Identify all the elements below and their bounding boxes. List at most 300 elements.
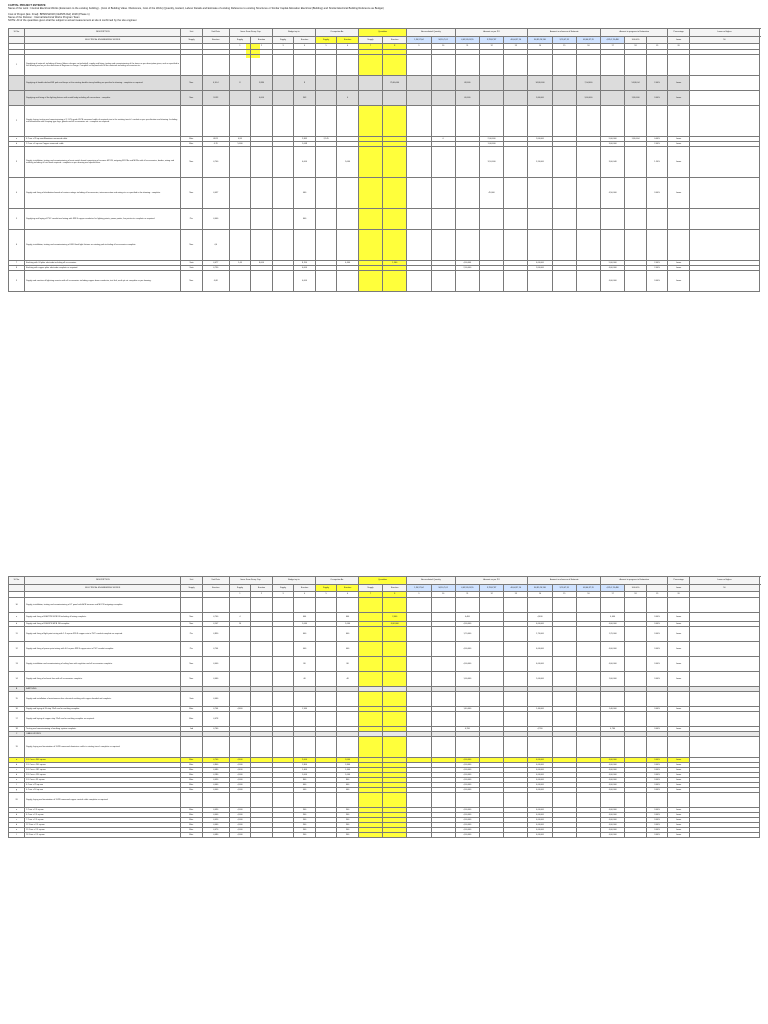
row-value: 3,00,000 [601, 141, 625, 146]
header-amount-progress: Amount in progress to Estimation [601, 29, 668, 37]
row-value [272, 146, 294, 177]
row-unit: Nos. [181, 90, 203, 105]
row-value: 1,80,000 [625, 90, 647, 105]
row-unit: Nos. [181, 75, 203, 90]
header-quantities: Quantities [358, 29, 406, 37]
total-cell: Lower [668, 584, 690, 591]
row-value [407, 691, 431, 706]
row-value: Lower [668, 136, 690, 141]
row-value: 300 [337, 807, 359, 812]
row-value: 3.00% [646, 782, 668, 787]
table-row [9, 736, 760, 757]
row-value [455, 208, 479, 229]
row-value: 4,400 [528, 612, 552, 621]
row-value [383, 736, 407, 757]
row-unit [181, 736, 203, 757]
row-value [504, 832, 528, 837]
row-value [407, 146, 431, 177]
row-value [431, 691, 455, 706]
row-value: 4,00,000 [601, 762, 625, 767]
row-value [528, 105, 552, 136]
doc-division-line: Name of the Division : Internal Electrical Works Program Team [8, 16, 80, 19]
index-cell: 19 [646, 591, 668, 597]
total-cell: 3,76,07,31 [552, 36, 576, 43]
row-value [315, 626, 337, 641]
row-value [431, 90, 455, 105]
index-cell: 19 [646, 43, 668, 49]
row-value [431, 177, 455, 208]
row-value [552, 736, 576, 757]
row-description: Supply, installation, testing and commissioning of LED flood light fixtures on existing pole including all accessories complete. [25, 229, 181, 260]
row-value: 54,80,04 [625, 75, 647, 90]
row-value [337, 54, 359, 75]
index-cell: 15 [552, 43, 576, 49]
row-description: Earthing with GI plate electrode including all accessories. [25, 260, 181, 265]
row-rate: 4,704 [202, 641, 229, 656]
row-value: 4,00,000 [528, 807, 552, 812]
index-cell: 7 [358, 43, 382, 49]
row-value [504, 177, 528, 208]
row-value [383, 792, 407, 807]
row-value [358, 177, 382, 208]
row-value: 4,600 [229, 757, 251, 762]
row-value: 4,000 [229, 827, 251, 832]
index-cell: 13 [504, 43, 528, 49]
row-value: 3.00% [646, 822, 668, 827]
row-value: 300 [294, 832, 316, 837]
row-value [407, 641, 431, 656]
row-value [504, 792, 528, 807]
row-value: 300 [294, 807, 316, 812]
row-value: 3,60,000 [576, 90, 600, 105]
row-value: 300 [337, 832, 359, 837]
row-value: 3.00% [646, 621, 668, 626]
index-cell: 12 [479, 591, 503, 597]
row-value [479, 656, 503, 671]
row-value: 4,00,000 [601, 641, 625, 656]
table-row [9, 229, 760, 260]
header-accumulated: Accumulated Quantity [407, 577, 455, 585]
row-value [576, 736, 600, 757]
total-cell: 3,78,67,87 [479, 584, 503, 591]
row-value [455, 105, 479, 136]
row-sl: d [9, 772, 25, 777]
sub-cell: Supply [181, 36, 203, 43]
row-value: 1,040 [294, 621, 316, 626]
sub-cell: Supply [272, 36, 294, 43]
index-cell: 1 [229, 591, 251, 597]
row-description: Supplying of material, including all taxes (labour charges not included), supply and fixing, testing and commissioning of the items as per description given, and as specified in the drawing and as per the directions of Engineer in charge. Complete as required with all the materials including accessories etc. [25, 54, 181, 75]
row-description: Supply, laying, testing and commissioning of 1.1 KV grade XLPE armoured cable of required size in the existing trench / conduit as per specification and drawing. Including end termination with crimping type lugs, glands and all accessories etc - complete as required. [25, 105, 181, 136]
row-value: 460 [294, 177, 316, 208]
row-rate: 4,800 [202, 762, 229, 767]
row-value [272, 671, 294, 686]
row-value: 40,000 [455, 90, 479, 105]
row-value: 4,760 [528, 726, 552, 731]
row-value [601, 75, 625, 90]
row-remarks [689, 671, 759, 686]
header-rate: Unit Rate [202, 577, 229, 585]
row-value: 1,44 [229, 260, 251, 265]
index-cell: 5 [315, 43, 337, 49]
row-value [337, 208, 359, 229]
row-value: Lower [668, 270, 690, 291]
row-value: 4,000 [229, 812, 251, 817]
row-remarks [689, 612, 759, 621]
row-unit: Mtrs. [181, 767, 203, 772]
row-rate: 4,704 [202, 706, 229, 711]
row-remarks [689, 229, 759, 260]
row-value: Lower [668, 807, 690, 812]
row-value [646, 711, 668, 726]
row-sl: 4 [9, 177, 25, 208]
row-value: Lower [668, 782, 690, 787]
row-value [552, 146, 576, 177]
row-value: Lower [668, 777, 690, 782]
row-value [315, 671, 337, 686]
row-value [552, 626, 576, 641]
row-value [358, 792, 382, 807]
row-sl: 12 [9, 641, 25, 656]
row-value [358, 229, 382, 260]
row-value: 0.00% [646, 136, 668, 141]
row-sl: 19 [9, 736, 25, 757]
row-value: 2,00,000 [528, 265, 552, 270]
row-value: 4,00,000 [601, 270, 625, 291]
row-value [625, 597, 647, 612]
row-value [358, 626, 382, 641]
row-value: Lower [668, 612, 690, 621]
row-value [552, 105, 576, 136]
row-unit: Pts. [181, 208, 203, 229]
row-value: 8 [229, 75, 251, 90]
row-value: 4,400 [229, 767, 251, 772]
row-value [528, 597, 552, 612]
row-value: 4,00,000 [528, 822, 552, 827]
row-remarks [689, 832, 759, 837]
row-value [431, 75, 455, 90]
row-value [251, 671, 273, 686]
row-unit: Mtrs. [181, 757, 203, 762]
row-value [668, 208, 690, 229]
row-value [668, 691, 690, 706]
row-value [272, 656, 294, 671]
row-rate [202, 105, 229, 136]
sub-cell: Supply [229, 36, 251, 43]
row-value [552, 208, 576, 229]
row-value [272, 736, 294, 757]
row-value: 4,00,000 [455, 777, 479, 782]
row-remarks [689, 656, 759, 671]
row-value: 4,400 [455, 612, 479, 621]
row-value [358, 75, 382, 90]
row-value [576, 597, 600, 612]
row-unit [181, 105, 203, 136]
row-rate [202, 54, 229, 75]
row-value [504, 656, 528, 671]
row-value: 4,00,000 [601, 817, 625, 822]
row-value [646, 54, 668, 75]
row-value [625, 736, 647, 757]
row-unit: Mtrs. [181, 762, 203, 767]
row-value [625, 641, 647, 656]
row-value [337, 270, 359, 291]
row-value [315, 177, 337, 208]
row-value [383, 229, 407, 260]
row-value [315, 792, 337, 807]
row-value [504, 671, 528, 686]
row-value [315, 691, 337, 706]
row-value [407, 177, 431, 208]
total-cell: 84,85,26,130 [528, 584, 552, 591]
row-rate: 4,460 [202, 671, 229, 686]
row-value [625, 177, 647, 208]
index-cell: 1 [229, 43, 251, 49]
row-value: 80 [294, 656, 316, 671]
header-occupation: Occupation As [315, 577, 358, 585]
row-sl: 6 [9, 229, 25, 260]
row-value: 4,00,000 [455, 787, 479, 792]
row-value: 4,00,000 [601, 777, 625, 782]
row-value: 4,00,000 [455, 827, 479, 832]
row-rate: 4,107 [202, 621, 229, 626]
row-sl: 17 [9, 711, 25, 726]
row-value: 4,84 [229, 136, 251, 141]
table-row [9, 75, 760, 90]
row-value: 4,00,000 [528, 777, 552, 782]
row-description: 3.5 Core x 95 sq.mm [25, 777, 181, 782]
row-value: 1.50% [646, 146, 668, 177]
row-value [455, 270, 479, 291]
row-value [668, 105, 690, 136]
row-value [358, 656, 382, 671]
row-value: 4,000 [251, 90, 273, 105]
row-sl: 9 [9, 270, 25, 291]
row-value: 4,00,000 [601, 832, 625, 837]
subheader-row [9, 36, 760, 43]
total-cell: 50 [689, 584, 759, 591]
row-value: 1,400 [294, 767, 316, 772]
row-value [601, 54, 625, 75]
row-value: Lower [668, 817, 690, 822]
row-value [576, 656, 600, 671]
row-value [552, 641, 576, 656]
row-unit: Mtrs. [181, 827, 203, 832]
row-value [407, 105, 431, 136]
row-value: 1,00,000 [479, 141, 503, 146]
row-value: 4,00,000 [455, 782, 479, 787]
row-description: Supplying of double decked MS pole and lamps at the existing double storey building as specified in drawing - complete as required. [25, 75, 181, 90]
row-sl: d [9, 822, 25, 827]
row-value [229, 229, 251, 260]
row-value [315, 105, 337, 136]
row-value: Lower [668, 706, 690, 711]
index-cell: 14 [528, 591, 552, 597]
total-cell: 48,64,87,70 [576, 36, 600, 43]
row-value: Lower [668, 757, 690, 762]
table-row [9, 105, 760, 136]
row-value: 2.00% [646, 260, 668, 265]
header-row [9, 29, 760, 37]
row-value [229, 90, 251, 105]
sub-cell: Erection [383, 36, 407, 43]
row-value: 1,000 [337, 772, 359, 777]
row-value: 3.00% [646, 726, 668, 731]
header-amount-progress: Amount in progress to Estimation [601, 577, 668, 585]
row-value [455, 54, 479, 75]
row-unit [181, 597, 203, 612]
total-cell: 46,44,97,10 [504, 584, 528, 591]
subheader-row [9, 584, 760, 591]
row-unit: Mtrs. [181, 706, 203, 711]
row-unit: Pts. [181, 641, 203, 656]
row-description: 4 Core x 2.5 sq.mm [25, 812, 181, 817]
row-sl: f [9, 832, 25, 837]
index-cell: 15 [552, 591, 576, 597]
table-row [9, 146, 760, 177]
row-value [315, 832, 337, 837]
row-value: 4,00,000 [601, 656, 625, 671]
row-value [431, 146, 455, 177]
row-value: 600 [337, 626, 359, 641]
row-value [358, 270, 382, 291]
row-value: 1,40,000 [455, 706, 479, 711]
row-sl: 14 [9, 671, 25, 686]
row-value: 4,00,000 [528, 767, 552, 772]
index-cell: 6 [337, 43, 359, 49]
total-cell: 50 [689, 36, 759, 43]
row-value: 4,00,000 [601, 782, 625, 787]
row-value [625, 146, 647, 177]
row-value [251, 146, 273, 177]
row-value: 3.00% [646, 270, 668, 291]
header-unit: Unit [181, 577, 203, 585]
row-value [528, 711, 552, 726]
row-value: 4,760 [455, 726, 479, 731]
row-description: Supply and laying of copper strip 25x3 mm for earthing complete as required. [25, 711, 181, 726]
index-cell: 2 [251, 43, 273, 49]
row-value [229, 146, 251, 177]
row-value: 4,000 [229, 807, 251, 812]
row-value: 3,10,000 [479, 146, 503, 177]
sheet-page-1 [8, 0, 760, 560]
header-budget: Budget up to [272, 29, 315, 37]
row-value: Lower [668, 621, 690, 626]
table-row [9, 270, 760, 291]
row-sl: a [9, 136, 25, 141]
row-value [315, 270, 337, 291]
row-unit: Sets [181, 260, 203, 265]
sub-cell: Erection [202, 584, 229, 591]
row-description: 3.5 Core x 185 sq.mm [25, 767, 181, 772]
total-cell [646, 584, 668, 591]
row-value [504, 612, 528, 621]
total-cell [646, 36, 668, 43]
row-value [251, 229, 273, 260]
row-value [383, 177, 407, 208]
row-value [358, 54, 382, 75]
row-value [646, 691, 668, 706]
row-value [504, 208, 528, 229]
row-value: 4,460 [229, 706, 251, 711]
row-rate: 4,070 [202, 827, 229, 832]
row-value [625, 832, 647, 837]
index-cell: 17 [601, 591, 625, 597]
header-percentage: Percentage [668, 577, 690, 585]
sub-blank [9, 584, 25, 591]
row-value [383, 656, 407, 671]
row-value [504, 597, 528, 612]
estimate-table-2 [8, 576, 760, 838]
row-value [576, 711, 600, 726]
row-value [479, 612, 503, 621]
row-value [552, 656, 576, 671]
sub-cell: Erection [383, 584, 407, 591]
row-value [407, 736, 431, 757]
row-value [431, 736, 455, 757]
row-value: 300 [337, 812, 359, 817]
row-value: 4,000 [229, 822, 251, 827]
row-sl: 10 [9, 597, 25, 612]
row-value: 5,000 [229, 141, 251, 146]
row-value [479, 90, 503, 105]
row-unit: Nos. [181, 656, 203, 671]
row-value [315, 229, 337, 260]
row-value: 1,70,000 [455, 626, 479, 641]
row-rate: 4,760 [202, 726, 229, 731]
row-value: 4,00,000 [455, 817, 479, 822]
row-value: Lower [668, 90, 690, 105]
header-unit: Unit [181, 29, 203, 37]
row-description: Supply and fixing of power point wiring with 4.0 sq.mm FRLS copper wire in PVC conduit complete. [25, 641, 181, 656]
row-value [383, 54, 407, 75]
row-value: 8,150 [294, 260, 316, 265]
row-value [251, 626, 273, 641]
row-remarks [689, 177, 759, 208]
row-value: 400 [294, 641, 316, 656]
row-value [668, 792, 690, 807]
row-rate: 4,497 [202, 177, 229, 208]
row-value: Lower [668, 265, 690, 270]
total-cell: 1,34,97,64 [407, 584, 431, 591]
row-value: 4,00,000 [383, 621, 407, 626]
row-unit [181, 792, 203, 807]
row-remarks [689, 146, 759, 177]
row-value [668, 54, 690, 75]
row-rate: 4,08 [202, 270, 229, 291]
row-value [576, 208, 600, 229]
row-description: Supplying and fixing of the lighting fixtures with metal body including all connections - complete. [25, 90, 181, 105]
row-value [229, 105, 251, 136]
row-rate [202, 736, 229, 757]
row-description: 3.5 Core x 150 sq.mm [25, 772, 181, 777]
row-value [272, 792, 294, 807]
row-sl: 20 [9, 792, 25, 807]
index-cell: 10 [431, 591, 455, 597]
index-cell: 17 [601, 43, 625, 49]
row-value [251, 597, 273, 612]
row-value [251, 54, 273, 75]
row-value: 800 [294, 777, 316, 782]
header-items: Items From Scrap Cap. [229, 577, 272, 585]
row-value: 300 [337, 822, 359, 827]
table-row [9, 54, 760, 75]
row-value [337, 105, 359, 136]
row-value [479, 270, 503, 291]
sub-cell: Erection [337, 584, 359, 591]
row-value [601, 736, 625, 757]
row-value [431, 641, 455, 656]
